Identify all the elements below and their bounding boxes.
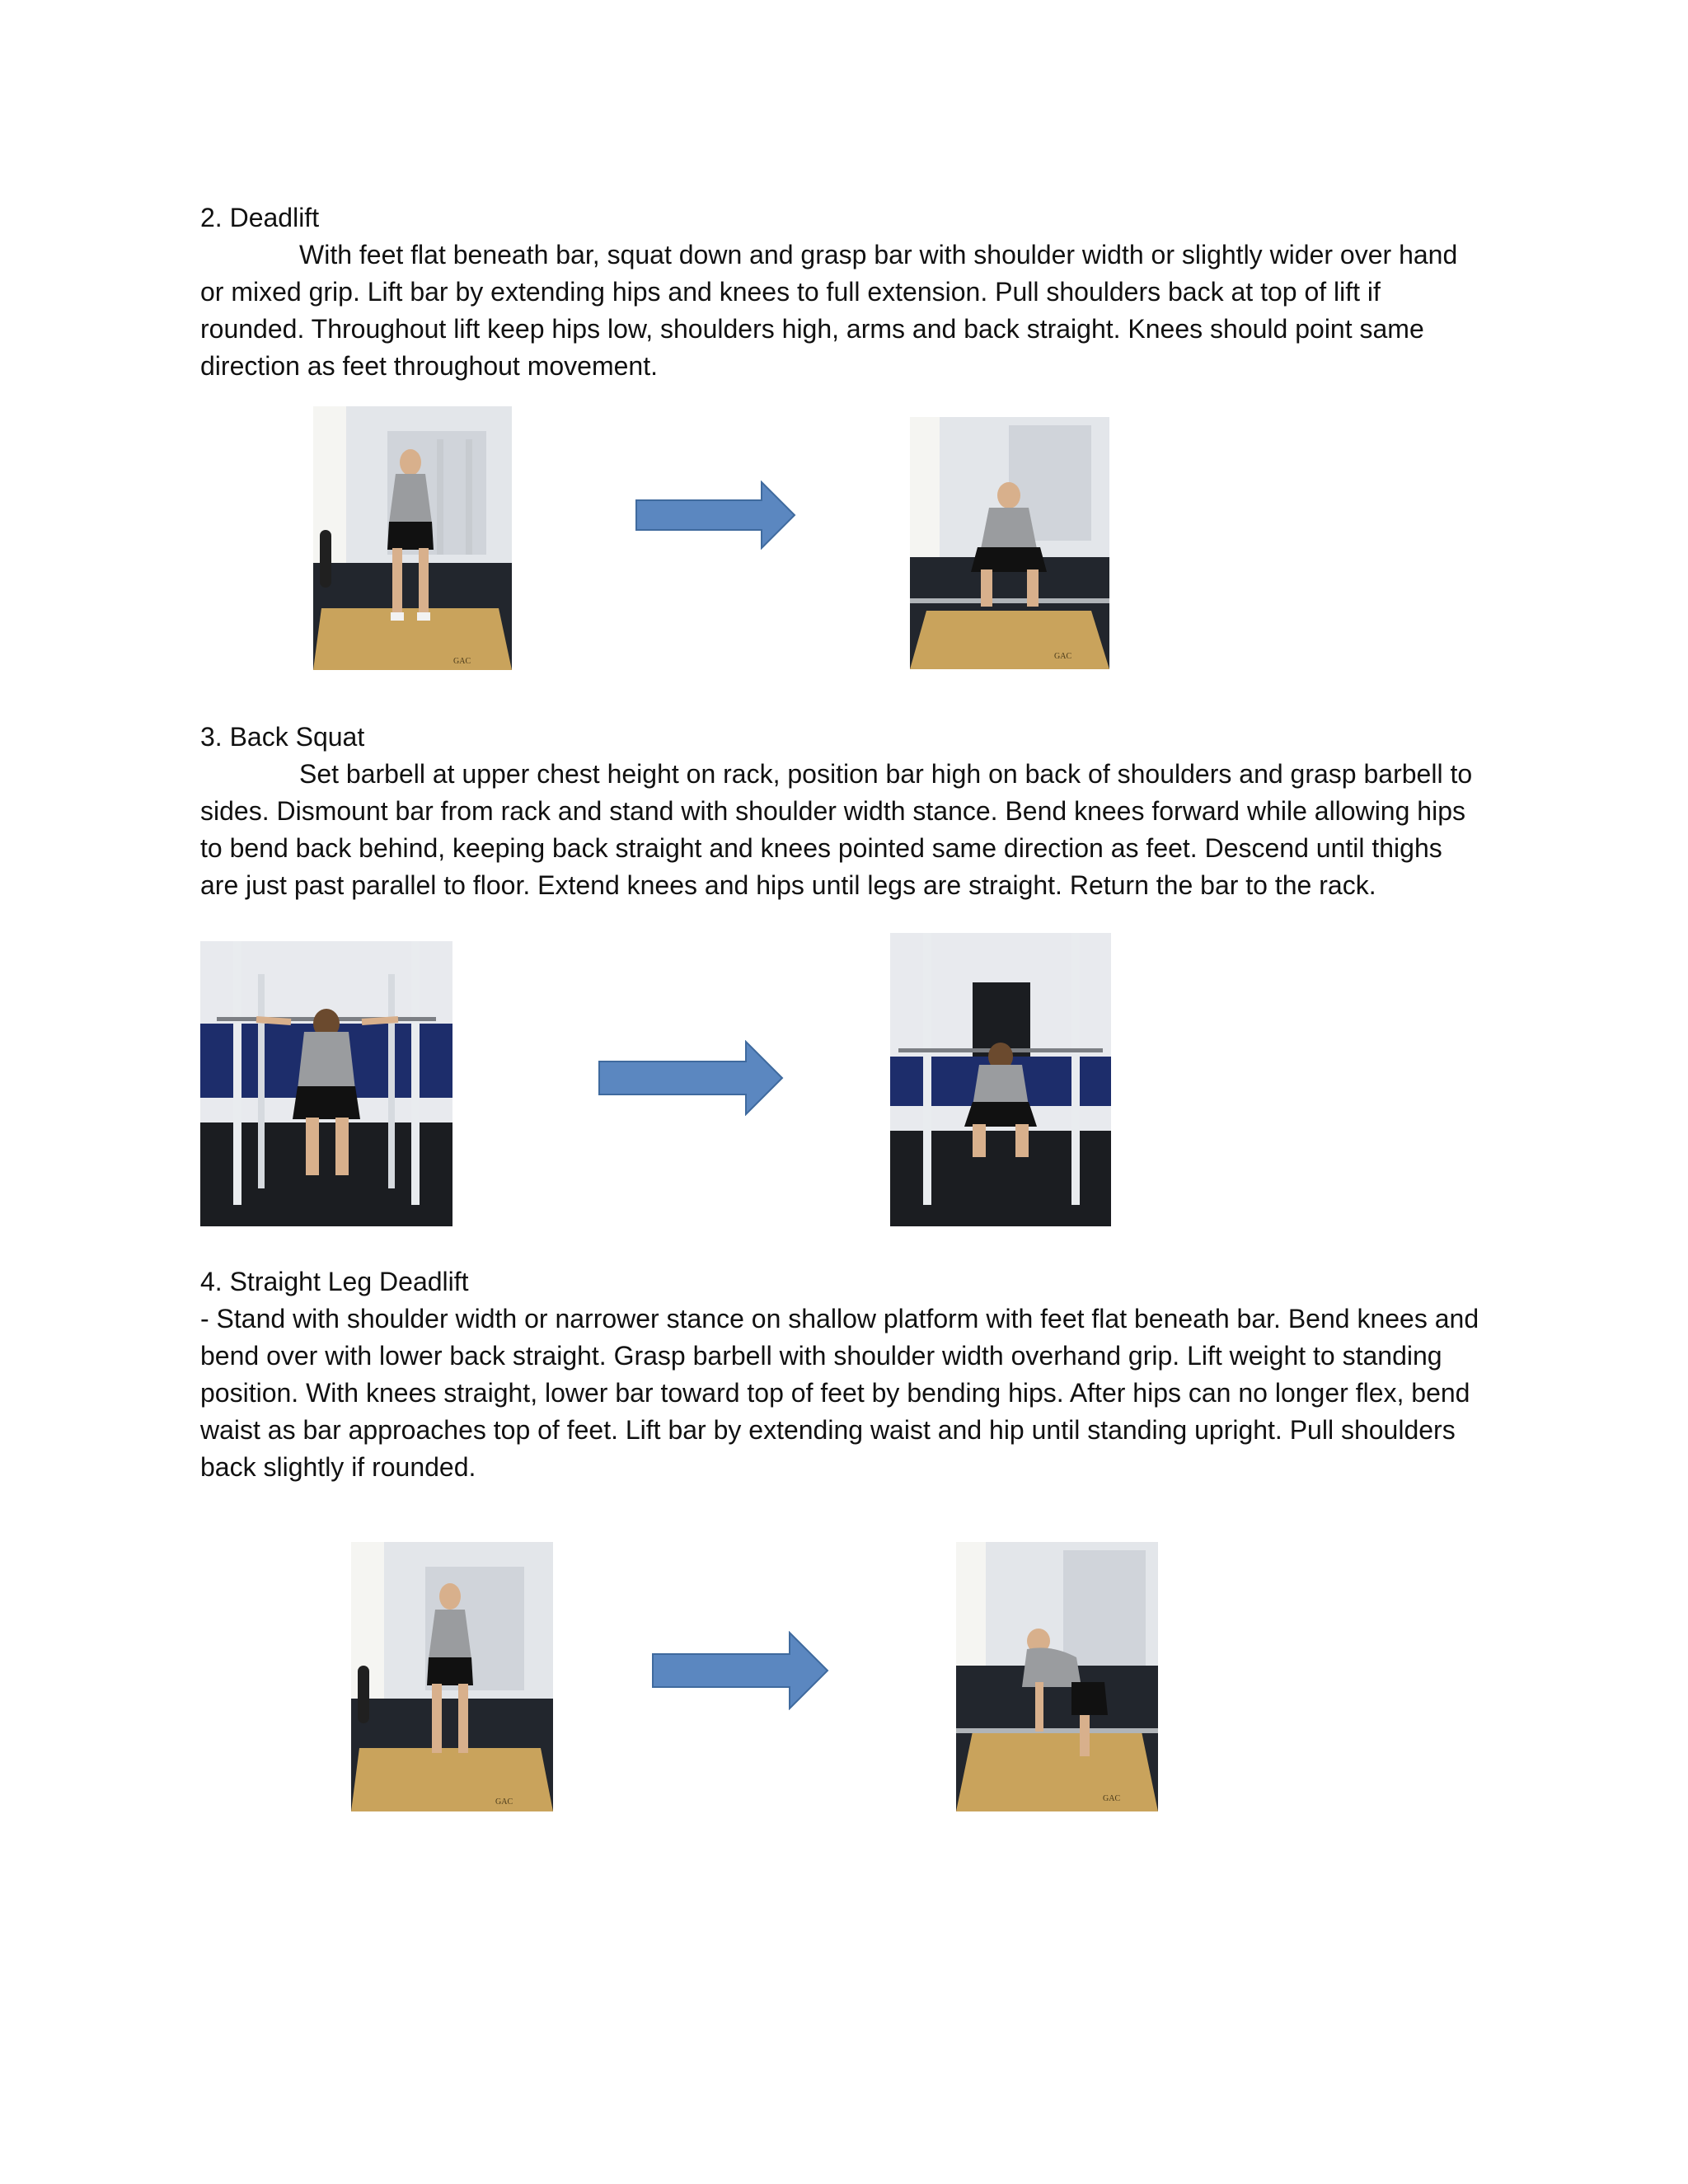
section-body-deadlift: With feet flat beneath bar, squat down and grasp bar with shoulder width or slightly wider over hand or mixed grip. Lift bar by extending hips and knees to full extension. Pull shoulders back at top of lift if rounded. Throughout lift keep hips low, shoulders high, arms and back straight. Knees should point same direction as feet throughout movement. xyxy=(200,240,1458,381)
platform-label: GAC xyxy=(1103,1794,1121,1803)
section-title-deadlift: 2. Deadlift xyxy=(200,203,320,232)
back-squat-start-photo xyxy=(200,941,452,1226)
straight-leg-deadlift-progress-arrow-icon xyxy=(651,1631,829,1710)
platform-label: GAC xyxy=(453,657,471,666)
platform-label: GAC xyxy=(495,1797,513,1807)
section-title-back-squat: 3. Back Squat xyxy=(200,722,365,752)
back-squat-progress-arrow-icon xyxy=(598,1040,784,1116)
section-body-straight-leg-deadlift: - Stand with shoulder width or narrower stance on shallow platform with feet flat beneath bar. Bend knees and bend over with lower back straight. Grasp barbell with shoulder width overhand grip. Lift weight to standing position. With knees straight, lower bar toward top of feet by bending hips. After hips can no longer flex, bend waist as bar approaches top of feet. Lift bar by extending waist and hip until standing upright. Pull shoulders back slightly if rounded. xyxy=(200,1304,1479,1482)
back-squat-finish-photo xyxy=(890,933,1111,1226)
section-title-straight-leg-deadlift: 4. Straight Leg Deadlift xyxy=(200,1267,469,1296)
deadlift-progress-arrow-icon xyxy=(635,480,796,550)
straight-leg-deadlift-finish-photo xyxy=(956,1542,1158,1811)
section-body-back-squat: Set barbell at upper chest height on rack, position bar high on back of shoulders and grasp barbell to sides. Dismount bar from rack and stand with shoulder width stance. Bend knees forward while allowing hips to bend back behind, keeping back straight and knees pointed same direction as feet. Descend until thighs are just past parallel to floor. Extend knees and hips until legs are straight. Return the bar to the rack. xyxy=(200,759,1473,900)
platform-label: GAC xyxy=(1054,652,1072,661)
deadlift-finish-photo xyxy=(910,417,1109,669)
deadlift-start-photo xyxy=(313,406,512,670)
straight-leg-deadlift-start-photo xyxy=(351,1542,553,1811)
